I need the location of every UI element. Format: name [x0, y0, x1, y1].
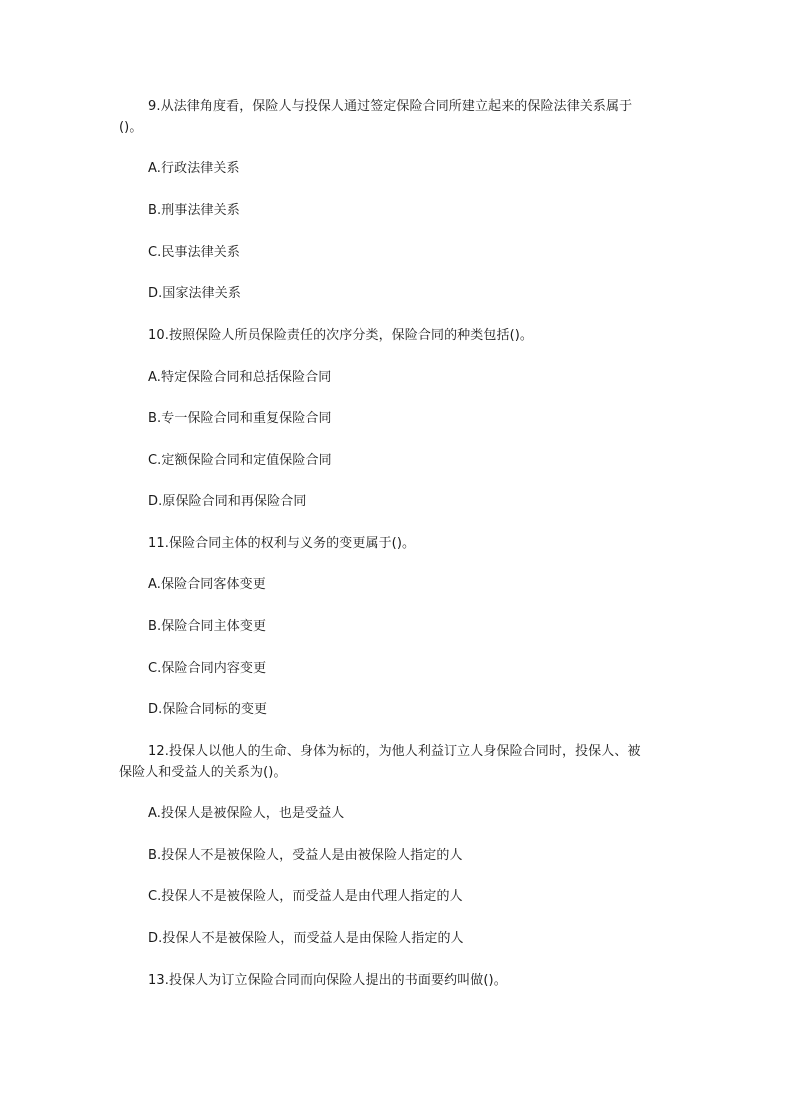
question-10-option-c: C.定额保险合同和定值保险合同	[148, 453, 332, 468]
question-9-option-d: D.国家法律关系	[148, 286, 241, 301]
question-9-option-c: C.民事法律关系	[148, 245, 241, 260]
question-12-option-d: D.投保人不是被保险人，而受益人是由保险人指定的人	[148, 931, 464, 946]
question-13-stem: 13.投保人为订立保险合同而向保险人提出的书面要约叫做()。	[148, 973, 507, 988]
question-12-stem-line-1: 12.投保人以他人的生命、身体为标的，为他人利益订立人身保险合同时，投保人、被	[148, 744, 641, 759]
question-10-stem: 10.按照保险人所员保险责任的次序分类，保险合同的种类包括()。	[148, 328, 534, 343]
question-11-stem: 11.保险合同主体的权利与义务的变更属于()。	[148, 536, 416, 551]
question-12-stem-line-2: 保险人和受益人的关系为()。	[119, 765, 287, 780]
question-12-option-b: B.投保人不是被保险人，受益人是由被保险人指定的人	[148, 848, 463, 863]
question-11-option-c: C.保险合同内容变更	[148, 661, 267, 676]
question-12-option-a: A.投保人是被保险人，也是受益人	[148, 806, 345, 821]
question-11-option-b: B.保险合同主体变更	[148, 619, 267, 634]
question-9-option-a: A.行政法律关系	[148, 161, 240, 176]
question-10-option-a: A.特定保险合同和总括保险合同	[148, 370, 332, 385]
question-11-option-d: D.保险合同标的变更	[148, 702, 268, 717]
question-9-option-b: B.刑事法律关系	[148, 203, 240, 218]
question-12-option-c: C.投保人不是被保险人，而受益人是由代理人指定的人	[148, 889, 463, 904]
question-9-stem-line-2: ()。	[119, 120, 143, 135]
question-10-option-b: B.专一保险合同和重复保险合同	[148, 411, 332, 426]
question-10-option-d: D.原保险合同和再保险合同	[148, 494, 307, 509]
question-11-option-a: A.保险合同客体变更	[148, 577, 266, 592]
question-9-stem-line-1: 9.从法律角度看，保险人与投保人通过签定保险合同所建立起来的保险法律关系属于	[148, 99, 633, 114]
